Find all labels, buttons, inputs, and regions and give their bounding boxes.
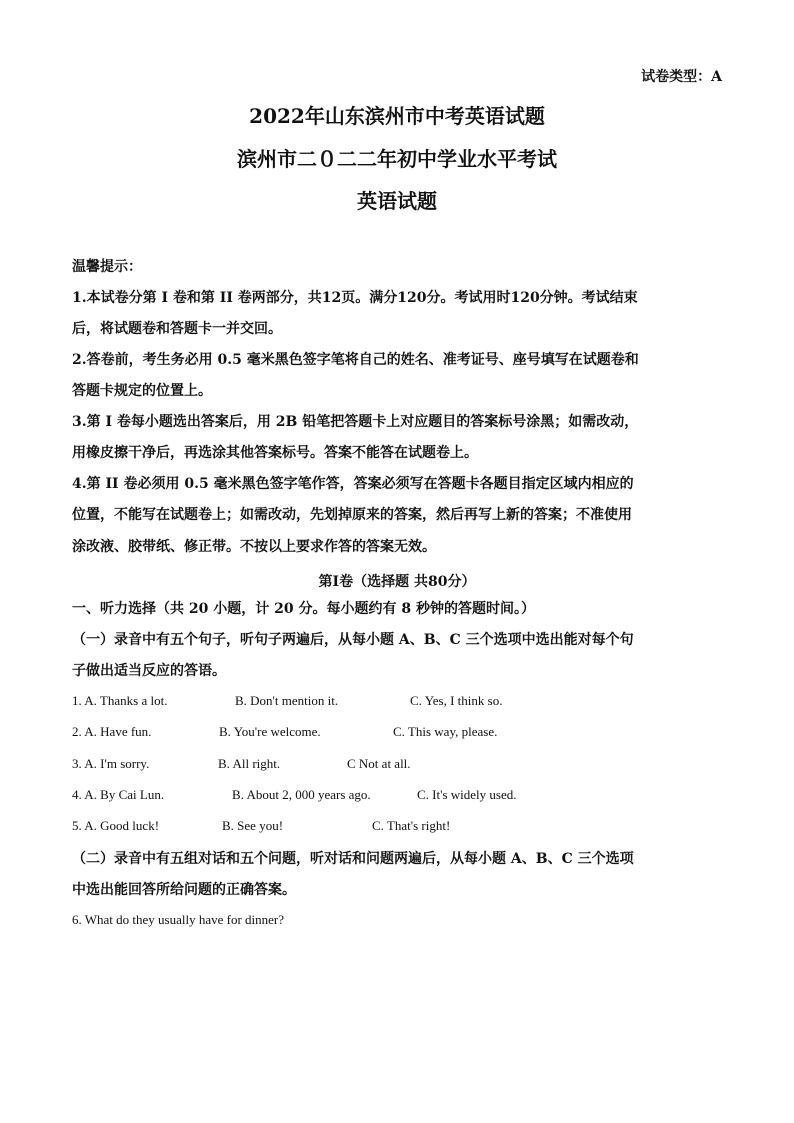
exam-title: 2022年山东滨州市中考英语试题	[249, 104, 545, 128]
paper-type-label: 试卷类型：A	[641, 69, 722, 85]
option-b: B. See you!	[222, 818, 284, 833]
option-a: 5. A. Good luck!	[72, 818, 160, 833]
option-a: 3. A. I'm sorry.	[72, 756, 150, 771]
sub-two-instruction: （二）录音中有五组对话和五个问题，听对话和问题两遍后，从每小题 A、B、C 三个选项	[72, 851, 634, 867]
notice-line: 答题卡规定的位置上。	[72, 383, 212, 399]
option-c: C. This way, please.	[393, 724, 498, 739]
option-b: B. All right.	[218, 756, 281, 771]
option-b: B. Don't mention it.	[235, 693, 339, 708]
notice-line: 1.本试卷分第 I 卷和第 II 卷两部分，共12页。满分120分。考试用时120分钟。考试结束	[72, 290, 638, 306]
notice-line: 后，将试题卷和答题卡一并交回。	[72, 321, 282, 337]
option-c: C. It's widely used.	[417, 787, 517, 802]
subject-title: 英语试题	[357, 189, 437, 213]
notice-line: 用橡皮擦干净后，再选涂其他答案标号。答案不能答在试题卷上。	[72, 445, 478, 461]
sub-two-instruction: 中选出能回答所给问题的正确答案。	[72, 882, 296, 898]
notice-line: 涂改液、胶带纸、修正带。不按以上要求作答的答案无效。	[72, 539, 436, 555]
option-b: B. You're welcome.	[219, 724, 321, 739]
notice-line: 3.第 I 卷每小题选出答案后，用 2B 铅笔把答题卡上对应题目的答案标号涂黑；如需改动，	[72, 414, 639, 430]
question-6: 6. What do they usually have for dinner?	[72, 912, 285, 927]
sub-one-instruction: （一）录音中有五个句子，听句子两遍后，从每小题 A、B、C 三个选项中选出能对每个句	[72, 632, 634, 648]
exam-subtitle: 滨州市二０二二年初中学业水平考试	[237, 147, 557, 171]
notice-line: 2.答卷前，考生务必用 0.5 毫米黑色签字笔将自己的姓名、准考证号、座号填写在试题卷和	[72, 352, 639, 368]
option-b: B. About 2, 000 years ago.	[232, 787, 371, 802]
sub-one-instruction: 子做出适当反应的答语。	[72, 663, 226, 679]
option-a: 4. A. By Cai Lun.	[72, 787, 165, 802]
option-c: C. That's right!	[372, 818, 451, 833]
option-a: 1. A. Thanks a lot.	[72, 693, 168, 708]
notice-line: 4.第 II 卷必须用 0.5 毫米黑色签字笔作答，答案必须写在答题卡各题目指定区域内相应的	[72, 476, 634, 492]
option-c: C. Yes, I think so.	[410, 693, 503, 708]
option-a: 2. A. Have fun.	[72, 724, 152, 739]
section-title: 第Ⅰ卷（选择题 共80分）	[318, 574, 476, 590]
option-c: C Not at all.	[347, 756, 411, 771]
part-one-heading: 一、听力选择（共 20 小题，计 20 分。每小题约有 8 秒钟的答题时间。）	[72, 601, 535, 617]
notice-heading: 温馨提示：	[72, 259, 142, 275]
notice-line: 位置，不能写在试题卷上；如需改动，先划掉原来的答案，然后再写上新的答案；不准使用	[72, 507, 632, 523]
